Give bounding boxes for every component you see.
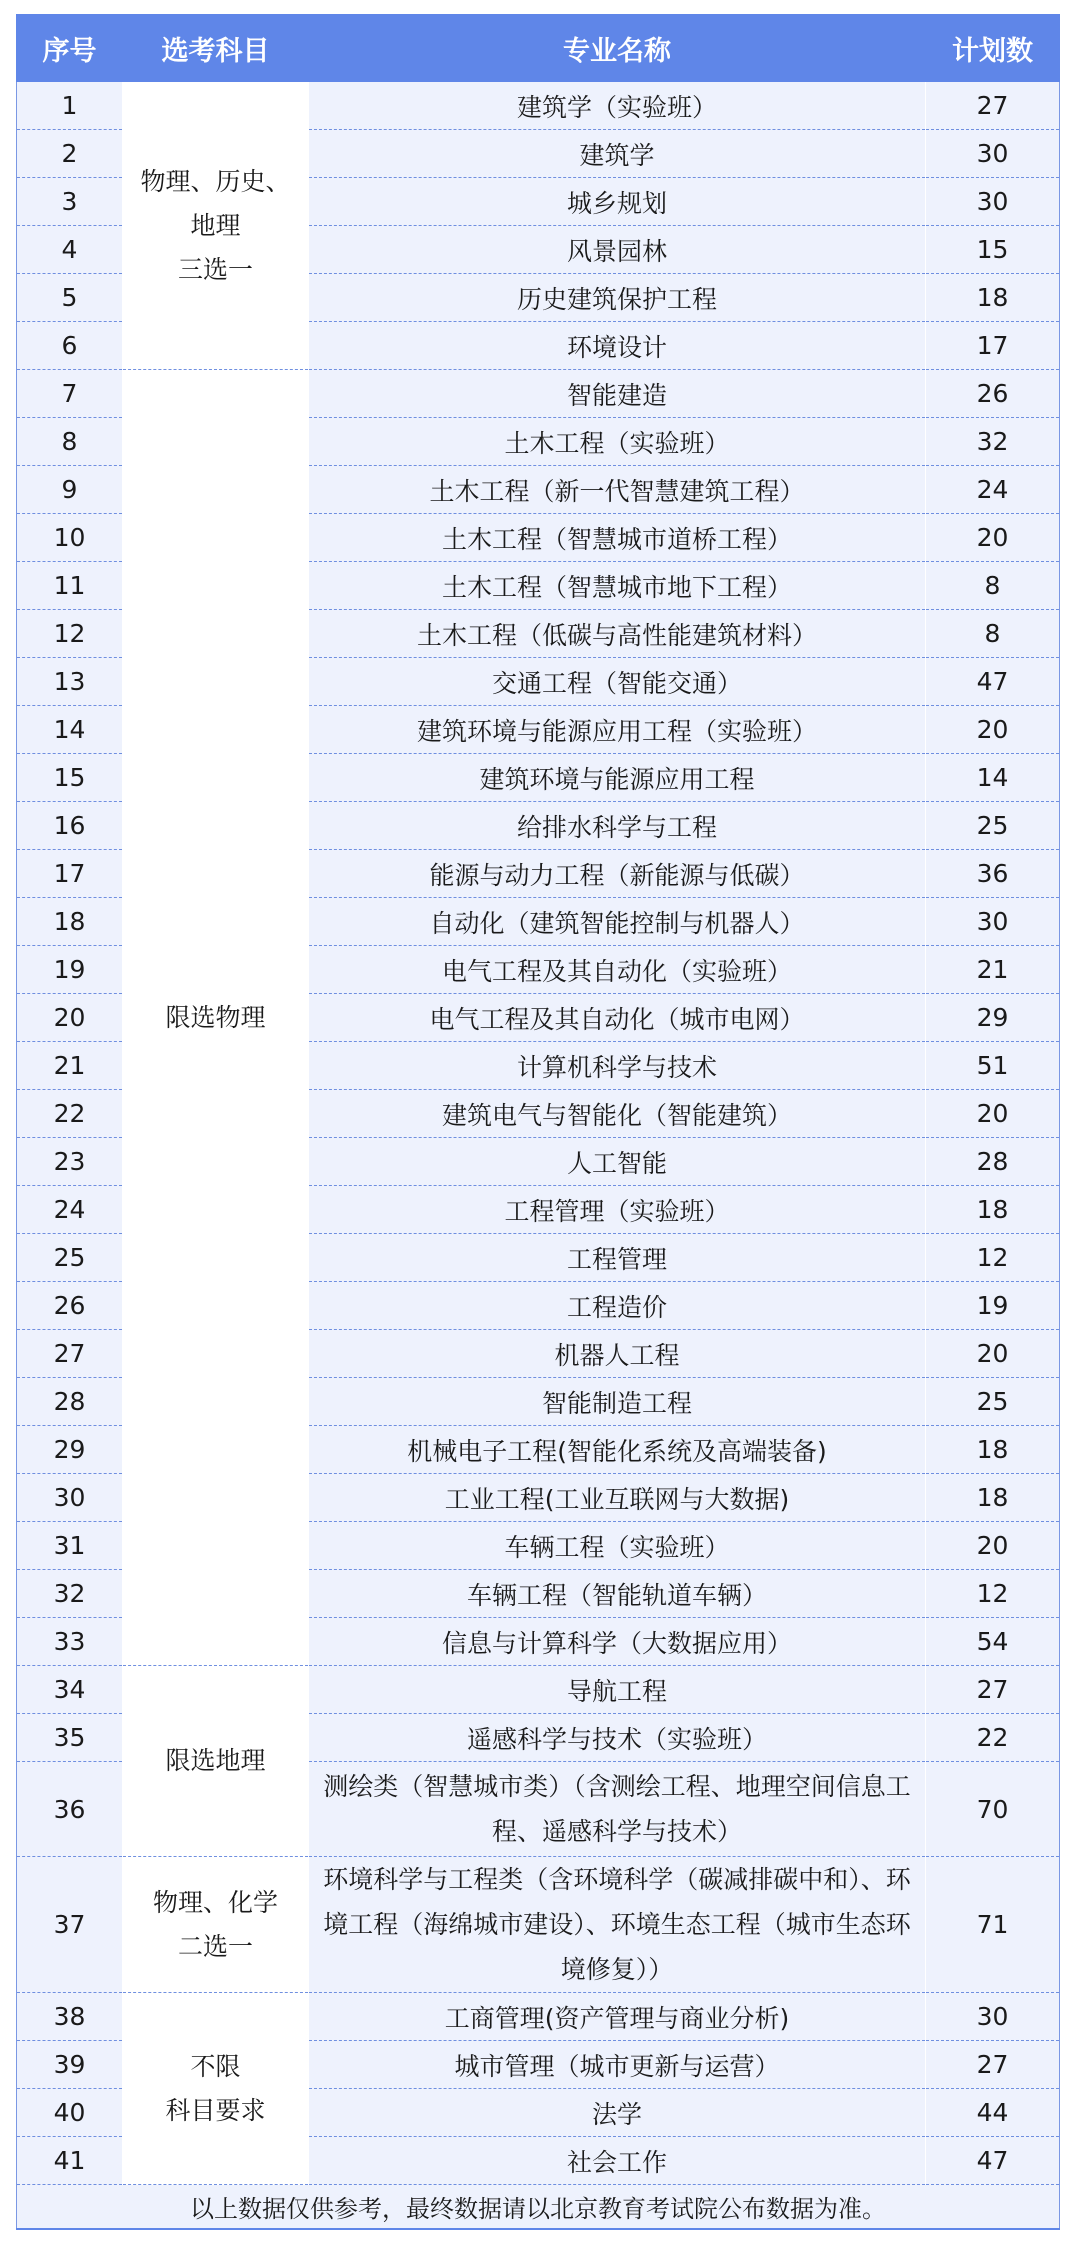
major-name: 建筑学（实验班） — [309, 82, 926, 130]
major-name: 历史建筑保护工程 — [309, 274, 926, 322]
plan-count: 14 — [926, 754, 1060, 802]
major-name: 工商管理(资产管理与商业分析) — [309, 1993, 926, 2041]
plan-count: 27 — [926, 2041, 1060, 2089]
row-number: 35 — [17, 1714, 123, 1762]
plan-count: 20 — [926, 1090, 1060, 1138]
plan-count: 15 — [926, 226, 1060, 274]
major-name: 工业工程(工业互联网与大数据) — [309, 1474, 926, 1522]
major-name: 土木工程（智慧城市地下工程） — [309, 562, 926, 610]
row-number: 16 — [17, 802, 123, 850]
row-number: 40 — [17, 2089, 123, 2137]
row-number: 37 — [17, 1857, 123, 1993]
plan-count: 30 — [926, 898, 1060, 946]
row-number: 39 — [17, 2041, 123, 2089]
plan-count: 18 — [926, 1474, 1060, 1522]
table-row — [17, 82, 1060, 130]
major-name: 车辆工程（实验班） — [309, 1522, 926, 1570]
subject-requirement-line: 科目要求 — [165, 2095, 266, 2125]
subject-requirement-line: 三选一 — [177, 254, 253, 284]
plan-count: 12 — [926, 1570, 1060, 1618]
plan-count: 8 — [926, 562, 1060, 610]
major-name: 自动化（建筑智能控制与机器人） — [309, 898, 926, 946]
row-number: 8 — [17, 418, 123, 466]
row-number: 38 — [17, 1993, 123, 2041]
plan-count: 8 — [926, 610, 1060, 658]
major-name: 工程管理 — [309, 1234, 926, 1282]
table-body — [17, 82, 1060, 2229]
subject-requirement-line: 限选物理 — [165, 1002, 266, 1032]
subject-requirement-line: 二选一 — [177, 1931, 253, 1961]
table-row — [17, 1666, 1060, 1714]
row-number: 31 — [17, 1522, 123, 1570]
major-name: 能源与动力工程（新能源与低碳） — [309, 850, 926, 898]
row-number: 12 — [17, 610, 123, 658]
major-name: 建筑环境与能源应用工程（实验班） — [309, 706, 926, 754]
plan-count: 27 — [926, 82, 1060, 130]
row-number: 25 — [17, 1234, 123, 1282]
subject-requirement-cell — [123, 1666, 309, 1857]
major-name: 风景园林 — [309, 226, 926, 274]
plan-count: 24 — [926, 466, 1060, 514]
subject-requirement-cell — [123, 82, 309, 370]
major-name: 环境科学与工程类（含环境科学（碳减排碳中和）、环境工程（海绵城市建设）、环境生态工程（城市生态环境修复）） — [309, 1857, 926, 1993]
major-name: 电气工程及其自动化（城市电网） — [309, 994, 926, 1042]
row-number: 15 — [17, 754, 123, 802]
header-major: 专业名称 — [309, 14, 926, 82]
plan-count: 30 — [926, 178, 1060, 226]
row-number: 32 — [17, 1570, 123, 1618]
major-name: 建筑学 — [309, 130, 926, 178]
subject-requirement-cell — [123, 1993, 309, 2185]
plan-count: 22 — [926, 1714, 1060, 1762]
plan-count: 32 — [926, 418, 1060, 466]
row-number: 10 — [17, 514, 123, 562]
row-number: 11 — [17, 562, 123, 610]
major-name: 智能制造工程 — [309, 1378, 926, 1426]
major-name: 法学 — [309, 2089, 926, 2137]
major-name: 电气工程及其自动化（实验班） — [309, 946, 926, 994]
footnote: 以上数据仅供参考，最终数据请以北京教育考试院公布数据为准。 — [17, 2185, 1060, 2230]
row-number: 24 — [17, 1186, 123, 1234]
plan-count: 20 — [926, 1522, 1060, 1570]
table-row — [17, 370, 1060, 418]
row-number: 13 — [17, 658, 123, 706]
major-name: 导航工程 — [309, 1666, 926, 1714]
plan-count: 25 — [926, 802, 1060, 850]
row-number: 5 — [17, 274, 123, 322]
major-name: 车辆工程（智能轨道车辆） — [309, 1570, 926, 1618]
major-name: 土木工程（新一代智慧建筑工程） — [309, 466, 926, 514]
plan-count: 12 — [926, 1234, 1060, 1282]
footnote-row — [17, 2185, 1060, 2230]
plan-count: 18 — [926, 1426, 1060, 1474]
major-name: 社会工作 — [309, 2137, 926, 2185]
row-number: 9 — [17, 466, 123, 514]
major-name: 信息与计算科学（大数据应用） — [309, 1618, 926, 1666]
plan-count: 18 — [926, 274, 1060, 322]
table-row — [17, 1993, 1060, 2041]
header-subject: 选考科目 — [123, 14, 309, 82]
subject-requirement-line: 限选地理 — [165, 1746, 266, 1775]
plan-count: 19 — [926, 1282, 1060, 1330]
major-name: 测绘类（智慧城市类）（含测绘工程、地理空间信息工程、遥感科学与技术） — [309, 1762, 926, 1857]
plan-count: 20 — [926, 1330, 1060, 1378]
major-name: 建筑电气与智能化（智能建筑） — [309, 1090, 926, 1138]
plan-count: 36 — [926, 850, 1060, 898]
major-name: 交通工程（智能交通） — [309, 658, 926, 706]
subject-requirement-line: 地理 — [190, 210, 241, 240]
row-number: 30 — [17, 1474, 123, 1522]
major-name: 环境设计 — [309, 322, 926, 370]
row-number: 6 — [17, 322, 123, 370]
plan-count: 29 — [926, 994, 1060, 1042]
plan-count: 51 — [926, 1042, 1060, 1090]
row-number: 27 — [17, 1330, 123, 1378]
row-number: 2 — [17, 130, 123, 178]
plan-count: 27 — [926, 1666, 1060, 1714]
plan-count: 21 — [926, 946, 1060, 994]
plan-count: 20 — [926, 706, 1060, 754]
major-name: 土木工程（智慧城市道桥工程） — [309, 514, 926, 562]
row-number: 19 — [17, 946, 123, 994]
major-name: 土木工程（低碳与高性能建筑材料） — [309, 610, 926, 658]
row-number: 21 — [17, 1042, 123, 1090]
major-name: 智能建造 — [309, 370, 926, 418]
header-plan: 计划数 — [926, 14, 1060, 82]
row-number: 33 — [17, 1618, 123, 1666]
row-number: 17 — [17, 850, 123, 898]
row-number: 18 — [17, 898, 123, 946]
table-row — [17, 1857, 1060, 1993]
row-number: 3 — [17, 178, 123, 226]
plan-count: 71 — [926, 1857, 1060, 1993]
plan-count: 20 — [926, 514, 1060, 562]
enrollment-plan-table — [16, 14, 1060, 2230]
plan-count: 47 — [926, 2137, 1060, 2185]
subject-requirement-line: 物理、历史、 — [140, 166, 291, 196]
row-number: 41 — [17, 2137, 123, 2185]
plan-count: 47 — [926, 658, 1060, 706]
subject-requirement-line: 不限 — [190, 2051, 241, 2081]
row-number: 22 — [17, 1090, 123, 1138]
major-name: 工程管理（实验班） — [309, 1186, 926, 1234]
plan-count: 17 — [926, 322, 1060, 370]
subject-requirement-line: 物理、化学 — [152, 1887, 278, 1917]
plan-count: 30 — [926, 1993, 1060, 2041]
row-number: 14 — [17, 706, 123, 754]
plan-count: 70 — [926, 1762, 1060, 1857]
subject-requirement-cell — [123, 1857, 309, 1993]
row-number: 7 — [17, 370, 123, 418]
row-number: 36 — [17, 1762, 123, 1857]
major-name: 城乡规划 — [309, 178, 926, 226]
row-number: 20 — [17, 994, 123, 1042]
major-name: 城市管理（城市更新与运营） — [309, 2041, 926, 2089]
plan-count: 18 — [926, 1186, 1060, 1234]
subject-requirement-cell — [123, 370, 309, 1666]
row-number: 29 — [17, 1426, 123, 1474]
row-number: 23 — [17, 1138, 123, 1186]
row-number: 34 — [17, 1666, 123, 1714]
major-name: 建筑环境与能源应用工程 — [309, 754, 926, 802]
major-name: 人工智能 — [309, 1138, 926, 1186]
major-name: 遥感科学与技术（实验班） — [309, 1714, 926, 1762]
row-number: 26 — [17, 1282, 123, 1330]
major-name: 机械电子工程(智能化系统及高端装备) — [309, 1426, 926, 1474]
row-number: 28 — [17, 1378, 123, 1426]
major-name: 机器人工程 — [309, 1330, 926, 1378]
plan-count: 26 — [926, 370, 1060, 418]
plan-count: 30 — [926, 130, 1060, 178]
major-name: 给排水科学与工程 — [309, 802, 926, 850]
major-name: 工程造价 — [309, 1282, 926, 1330]
major-name: 土木工程（实验班） — [309, 418, 926, 466]
plan-count: 28 — [926, 1138, 1060, 1186]
row-number: 4 — [17, 226, 123, 274]
header-row — [17, 14, 1060, 82]
major-name: 计算机科学与技术 — [309, 1042, 926, 1090]
plan-count: 44 — [926, 2089, 1060, 2137]
plan-count: 25 — [926, 1378, 1060, 1426]
row-number: 1 — [17, 82, 123, 130]
plan-count: 54 — [926, 1618, 1060, 1666]
header-no: 序号 — [17, 14, 123, 82]
